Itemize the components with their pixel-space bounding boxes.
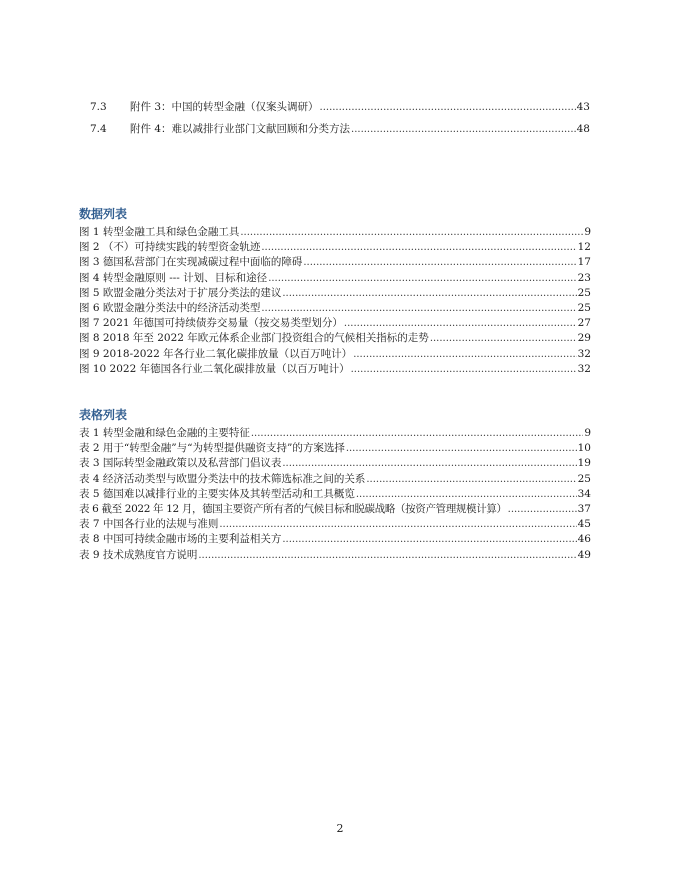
dot-leader bbox=[430, 332, 577, 346]
dot-leader bbox=[346, 442, 577, 456]
table-title: 表 1 转型金融和绿色金融的主要特征 bbox=[79, 427, 250, 439]
figures-list bbox=[79, 225, 591, 377]
dot-leader bbox=[303, 256, 576, 270]
figure-title: 图 6 欧盟金融分类法中的经济活动类型 bbox=[79, 301, 261, 314]
figure-title: 图 3 德国私营部门在实现减碳过程中面临的障碍 bbox=[79, 256, 303, 269]
table-title: 表 8 中国可持续金融市场的主要利益相关方 bbox=[79, 533, 282, 546]
dot-leader bbox=[356, 488, 577, 502]
toc-entry-page: 43 bbox=[576, 101, 590, 113]
figure-page: 29 bbox=[577, 332, 591, 345]
dot-leader bbox=[351, 363, 577, 377]
figure-page: 25 bbox=[577, 286, 591, 299]
table-title: 表 5 德国难以减排行业的主要实体及其转型活动和工具概览 bbox=[79, 487, 355, 500]
figure-title: 图 2 （不）可持续实践的转型资金轨迹 bbox=[79, 241, 261, 254]
figure-entry[interactable] bbox=[79, 301, 591, 316]
dot-leader bbox=[219, 518, 576, 532]
list-of-tables bbox=[79, 407, 591, 563]
toc-entry-title: 附件 3：中国的转型金融（仅案头调研） bbox=[130, 101, 319, 113]
figure-entry[interactable] bbox=[79, 271, 591, 286]
table-entry[interactable] bbox=[79, 472, 591, 487]
dot-leader bbox=[351, 123, 576, 137]
table-entry[interactable] bbox=[79, 502, 591, 517]
table-title: 表 9 技术成熟度官方说明 bbox=[79, 548, 198, 561]
dot-leader bbox=[344, 317, 577, 331]
dot-leader bbox=[282, 457, 576, 471]
table-page: 49 bbox=[577, 548, 591, 561]
figure-entry[interactable] bbox=[79, 286, 591, 301]
figure-title: 图 9 2018-2022 年各行业二氧化碳排放量（以百万吨计） bbox=[79, 347, 353, 360]
dot-leader bbox=[268, 272, 576, 286]
toc-entry-number: 7.3 bbox=[90, 101, 107, 113]
list-of-figures bbox=[79, 206, 591, 377]
table-entry[interactable] bbox=[79, 441, 591, 456]
toc-annex-entries bbox=[90, 100, 590, 144]
figure-title: 图 4 转型金融原则 --- 计划、目标和途径 bbox=[79, 271, 268, 284]
table-title: 表 3 国际转型金融政策以及私营部门倡议表 bbox=[79, 457, 282, 470]
table-entry[interactable] bbox=[79, 517, 591, 532]
toc-entry-title: 附件 4：难以减排行业部门文献回顾和分类方法 bbox=[130, 123, 351, 135]
figure-page: 32 bbox=[577, 347, 591, 360]
dot-leader bbox=[240, 226, 583, 240]
figure-entry[interactable] bbox=[79, 316, 591, 331]
table-entry[interactable] bbox=[79, 532, 591, 547]
dot-leader bbox=[261, 302, 576, 316]
table-page: 46 bbox=[577, 533, 591, 546]
toc-entry[interactable] bbox=[90, 122, 590, 144]
figure-page: 32 bbox=[577, 362, 591, 375]
figure-page: 23 bbox=[577, 271, 591, 284]
figures-heading: 数据列表 bbox=[79, 207, 128, 221]
dot-leader bbox=[282, 533, 576, 547]
figure-page: 25 bbox=[577, 301, 591, 314]
dot-leader bbox=[320, 101, 576, 115]
figure-entry[interactable] bbox=[79, 240, 591, 255]
tables-list bbox=[79, 426, 591, 563]
dot-leader bbox=[282, 287, 576, 301]
table-entry[interactable] bbox=[79, 487, 591, 502]
figure-title: 图 5 欧盟金融分类法对于扩展分类法的建议 bbox=[79, 286, 282, 299]
table-page: 37 bbox=[577, 502, 591, 515]
figure-page: 17 bbox=[577, 256, 591, 269]
table-page: 10 bbox=[577, 442, 591, 455]
figure-title: 图 7 2021 年德国可持续债券交易量（按交易类型划分） bbox=[79, 317, 343, 330]
table-entry[interactable] bbox=[79, 456, 591, 471]
dot-leader bbox=[353, 348, 576, 362]
tables-heading: 表格列表 bbox=[79, 408, 128, 422]
figure-entry[interactable] bbox=[79, 362, 591, 377]
table-title: 表 4 经济活动类型与欧盟分类法中的技术筛选标准之间的关系 bbox=[79, 472, 366, 485]
table-title: 表 6 截至 2022 年 12 月，德国主要资产所有者的气候目标和脱碳战略（按资产管理规模计算） bbox=[79, 502, 507, 515]
toc-entry-page: 48 bbox=[576, 123, 590, 135]
figure-entry[interactable] bbox=[79, 225, 591, 240]
table-title: 表 7 中国各行业的法规与准则 bbox=[79, 518, 219, 531]
figure-title: 图 10 2022 年德国各行业二氧化碳排放量（以百万吨计） bbox=[79, 362, 350, 375]
table-entry[interactable] bbox=[79, 426, 591, 441]
table-entry[interactable] bbox=[79, 548, 591, 563]
dot-leader bbox=[366, 473, 576, 487]
table-page: 45 bbox=[577, 518, 591, 531]
figure-page: 9 bbox=[584, 226, 591, 238]
page-number: 2 bbox=[336, 822, 344, 835]
toc-entry[interactable] bbox=[90, 100, 590, 122]
table-page: 9 bbox=[584, 427, 591, 439]
dot-leader bbox=[508, 503, 577, 517]
dot-leader bbox=[261, 241, 576, 255]
table-page: 34 bbox=[577, 487, 591, 500]
figure-title: 图 1 转型金融工具和绿色金融工具 bbox=[79, 226, 240, 238]
dot-leader bbox=[251, 427, 583, 441]
toc-entry-number: 7.4 bbox=[90, 123, 107, 135]
figure-entry[interactable] bbox=[79, 331, 591, 346]
table-title: 表 2 用于“转型金融”与“为转型提供融资支持”的方案选择 bbox=[79, 442, 345, 455]
figure-page: 27 bbox=[577, 317, 591, 330]
figure-page: 12 bbox=[577, 241, 591, 254]
table-page: 25 bbox=[577, 472, 591, 485]
figure-entry[interactable] bbox=[79, 255, 591, 270]
figure-title: 图 8 2018 年至 2022 年欧元体系企业部门投资组合的气候相关指标的走势 bbox=[79, 332, 429, 345]
table-page: 19 bbox=[577, 457, 591, 470]
figure-entry[interactable] bbox=[79, 347, 591, 362]
dot-leader bbox=[198, 549, 576, 563]
